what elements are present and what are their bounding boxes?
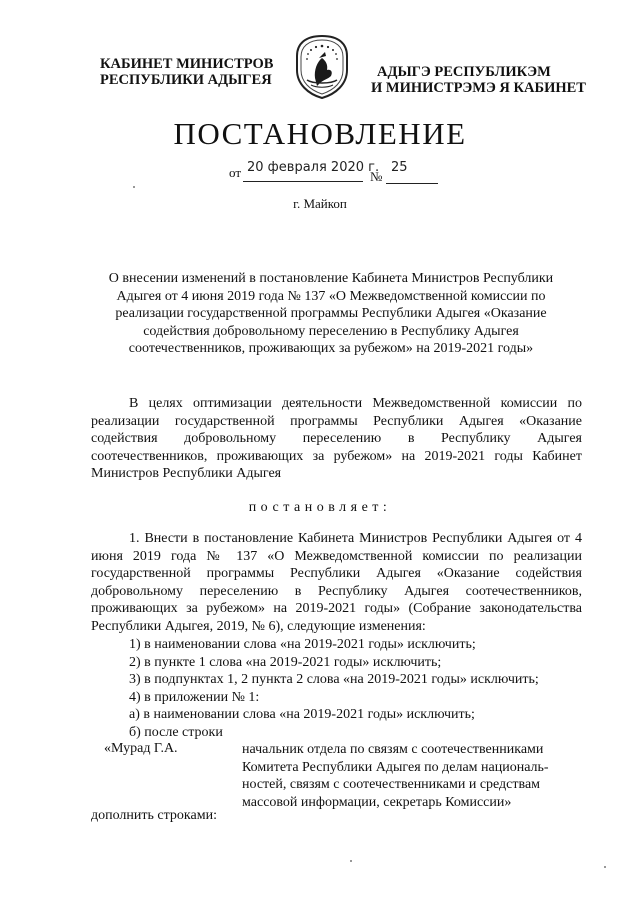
item-1-text: 1. Внести в постановление Кабинета Министров Республики Адыгея от 4 июня 2019 года № 137 «О Межведомственной комиссии по реализации государственной программы Республики Адыгея «Оказание содействия добровольному переселению в Республику Адыгея соотечественников, проживающих за рубежом» на 2019-2021 годы» (Собрание законодательства Республики Адыгея, 2019, № 6), следующие изменения: [91, 531, 582, 634]
date-prefix: от [229, 165, 242, 180]
subitem-list [129, 636, 539, 741]
republic-of-adygea-emblem-icon [293, 34, 351, 100]
header-right-line: И МИНИСТРЭМЭ Я КАБИНЕТ [371, 80, 586, 96]
preamble-text: В целях оптимизации деятельности Межведомственной комиссии по реализации государственной программы Республики Адыгея «Оказание содействия добровольному переселению в Республику Адыгея соотечественников, проживающих за рубежом» на 2019-2021 годы Кабинет Министров Республики Адыгея [91, 396, 582, 481]
decree-word: постановляет: [248, 500, 392, 515]
header-right-title [371, 64, 601, 96]
subitem: 2) в пункте 1 слова «на 2019-2021 годы» исключить; [129, 654, 442, 670]
subject-line: содействия добровольному переселению в Республику Адыгея [143, 323, 519, 339]
subitem: а) в наименовании слова «на 2019-2021 годы» исключить; [129, 707, 475, 722]
quote-line: ностей, связям с соотечественниками и средствам [242, 777, 541, 792]
subject-line: Адыгея от 4 июня 2019 года № 137 «О Межведомственной комиссии по [116, 288, 546, 304]
header-left-title [100, 56, 280, 88]
preamble-block [91, 395, 582, 483]
item-1-block [91, 530, 582, 635]
subitem: б) после строки [129, 724, 223, 740]
subject-line: реализации государственной программы Республики Адыгея «Оказание [115, 306, 547, 321]
document-subject [86, 270, 576, 358]
document-title: ПОСТАНОВЛЕНИЕ [173, 116, 467, 151]
subject-line: соотечественников, проживающих за рубежом» на 2019-2021 годы» [128, 341, 534, 356]
quote-line: Комитета Республики Адыгея по делам националь- [242, 759, 549, 775]
number-prefix: № [370, 169, 383, 184]
subitem: 3) в подпунктах 1, 2 пункта 2 слова «на 2019-2021 годы» исключить; [129, 672, 539, 687]
quote-person-description [242, 741, 580, 811]
city-label: г. Майкоп [293, 196, 347, 211]
quote-person-name: «Мурад Г.А. [104, 741, 178, 756]
date-underline [243, 181, 363, 182]
header-left-line: КАБИНЕТ МИНИСТРОВ [100, 56, 274, 72]
quote-line: начальник отдела по связям с соотечественниками [242, 742, 544, 757]
supplement-label: дополнить строками: [91, 808, 217, 823]
header-right-line: АДЫГЭ РЕСПУБЛИКЭМ [377, 64, 551, 80]
number-underline [386, 183, 438, 184]
date-value: 20 февраля 2020 г. [247, 160, 380, 175]
scan-speck [350, 860, 352, 862]
scan-speck [604, 866, 606, 868]
subject-line: О внесении изменений в постановление Кабинета Министров Республики [108, 271, 554, 286]
subitem: 1) в наименовании слова «на 2019-2021 годы» исключить; [129, 637, 476, 652]
scan-speck [133, 186, 135, 188]
subitem: 4) в приложении № 1: [129, 689, 260, 705]
header-left-line: РЕСПУБЛИКИ АДЫГЕЯ [100, 72, 272, 88]
quote-line: массовой информации, секретарь Комиссии» [242, 794, 512, 810]
number-value: 25 [391, 160, 408, 175]
